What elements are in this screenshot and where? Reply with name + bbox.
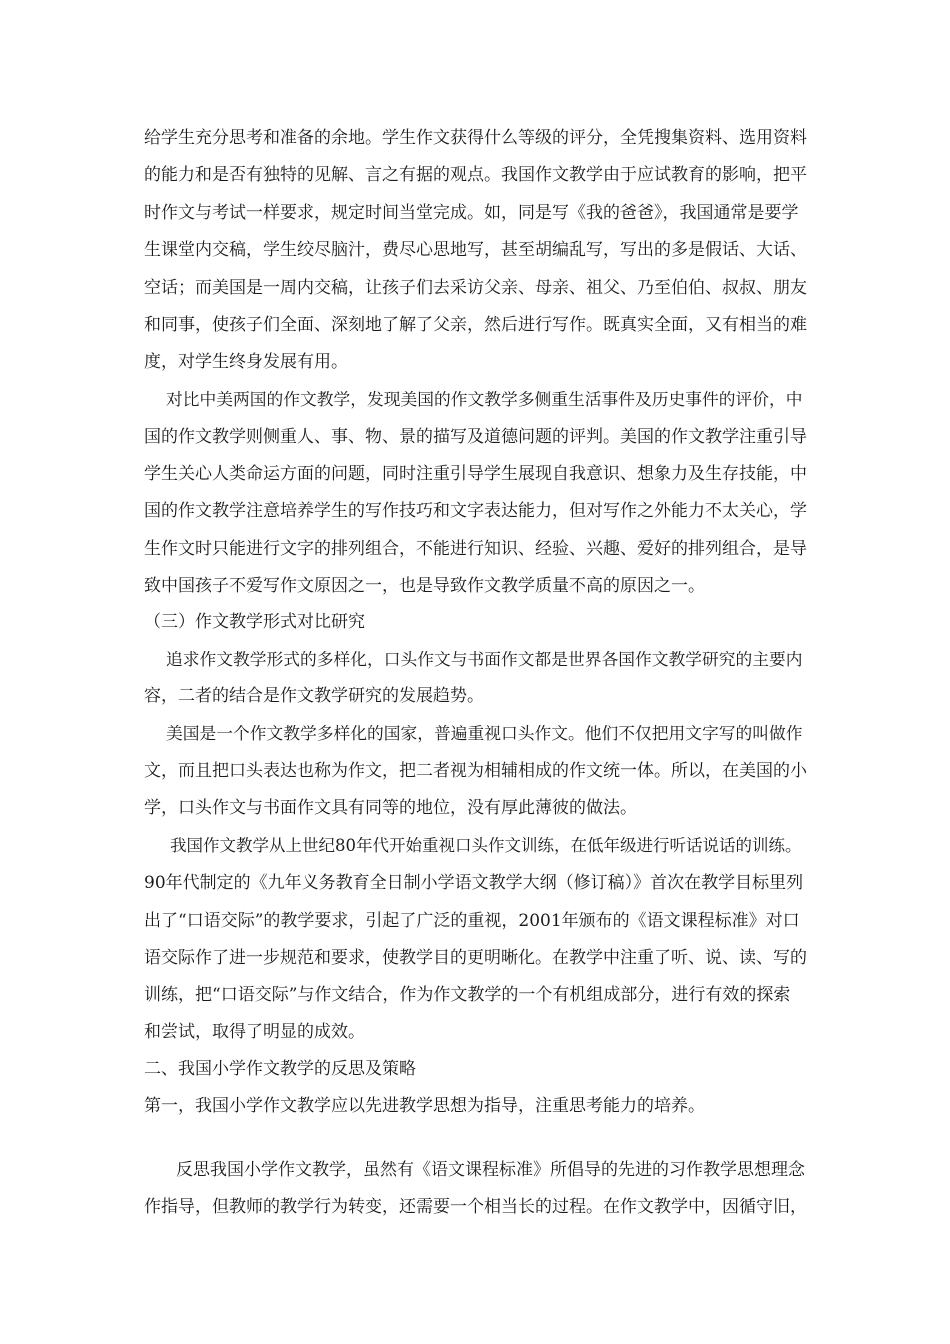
text-line: 国的作文教学注意培养学生的写作技巧和文字表达能力，但对写作之外能力不太关心，学 bbox=[144, 501, 807, 521]
text-line: 空话；而美国是一周内交稿，让孩子们去采访父亲、母亲、祖父、乃至伯伯、叔叔、朋友 bbox=[144, 278, 807, 298]
subheading-line: 第一，我国小学作文教学应以先进教学思想为指导，注重思考能力的培养。 bbox=[144, 1096, 705, 1116]
text-line: 生课堂内交稿，学生绞尽脑汁，费尽心思地写，甚至胡编乱写，写出的多是假话、大话、 bbox=[144, 240, 807, 260]
text-line: 时作文与考试一样要求，规定时间当堂完成。如，同是写《我的爸爸》，我国通常是要学 bbox=[144, 203, 799, 223]
text-line: 和同事，使孩子们全面、深刻地了解了父亲，然后进行写作。既真实全面，又有相当的难 bbox=[144, 315, 807, 335]
paragraph-first-line: 反思我国小学作文教学，虽然有《语文课程标准》所倡导的先进的习作教学思想理念 bbox=[176, 1160, 805, 1180]
text-line: 学生关心人类命运方面的问题，同时注重引导学生展现自我意识、想象力及生存技能，中 bbox=[144, 464, 807, 484]
paragraph-first-line: 追求作文教学形式的多样化，口头作文与书面作文都是世界各国作文教学研究的主要内 bbox=[166, 649, 803, 669]
section-heading: 二、我国小学作文教学的反思及策略 bbox=[144, 1059, 416, 1079]
text-line: 生作文时只能进行文字的排列组合，不能进行知识、经验、兴趣、爱好的排列组合，是导 bbox=[144, 539, 807, 559]
text-line: 作指导，但教师的教学行为转变，还需要一个相当长的过程。在作文教学中，因循守旧， bbox=[144, 1197, 807, 1217]
section-heading: （三）作文教学形式对比研究 bbox=[144, 612, 365, 632]
text-line: 容，二者的结合是作文教学研究的发展趋势。 bbox=[144, 686, 484, 706]
paragraph-first-line: 我国作文教学从上世纪80年代开始重视口头作文训练，在低年级进行听话说话的训练。 bbox=[170, 836, 802, 855]
text-line: 给学生充分思考和准备的余地。学生作文获得什么等级的评分，全凭搜集资料、选用资料 bbox=[144, 128, 807, 148]
text-line: 训练，把“口语交际”与作文结合，作为作文教学的一个有机组成部分，进行有效的探索 bbox=[144, 985, 791, 1005]
text-line: 学，口头作文与书面作文具有同等的地位，没有厚此薄彼的做法。 bbox=[144, 798, 637, 818]
text-line: 语交际作了进一步规范和要求，使教学目的更明晰化。在教学中注重了听、说、读、写的 bbox=[144, 948, 807, 968]
text-line: 文，而且把口头表达也称为作文，把二者视为相辅相成的作文统一体。所以，在美国的小 bbox=[144, 761, 807, 781]
text-line: 的能力和是否有独特的见解、言之有据的观点。我国作文教学由于应试教育的影响，把平 bbox=[144, 165, 807, 185]
text-line: 出了“口语交际”的教学要求，引起了广泛的重视，2001年颁布的《语文课程标准》对口 bbox=[144, 911, 800, 931]
text-line: 度，对学生终身发展有用。 bbox=[144, 352, 348, 372]
text-line: 和尝试，取得了明显的成效。 bbox=[144, 1022, 365, 1042]
text-line: 国的作文教学则侧重人、事、物、景的描写及道德问题的评判。美国的作文教学注重引导 bbox=[144, 427, 807, 447]
paragraph-first-line: 对比中美两国的作文教学，发现美国的作文教学多侧重生活事件及历史事件的评价，中 bbox=[166, 389, 803, 409]
text-line: 致中国孩子不爱写作文原因之一，也是导致作文教学质量不高的原因之一。 bbox=[144, 576, 705, 596]
text-line: 90年代制定的《九年义务教育全日制小学语文教学大纲（修订稿）》首次在教学目标里列 bbox=[144, 873, 804, 893]
paragraph-first-line: 美国是一个作文教学多样化的国家，普遍重视口头作文。他们不仅把用文字写的叫做作 bbox=[166, 723, 803, 743]
